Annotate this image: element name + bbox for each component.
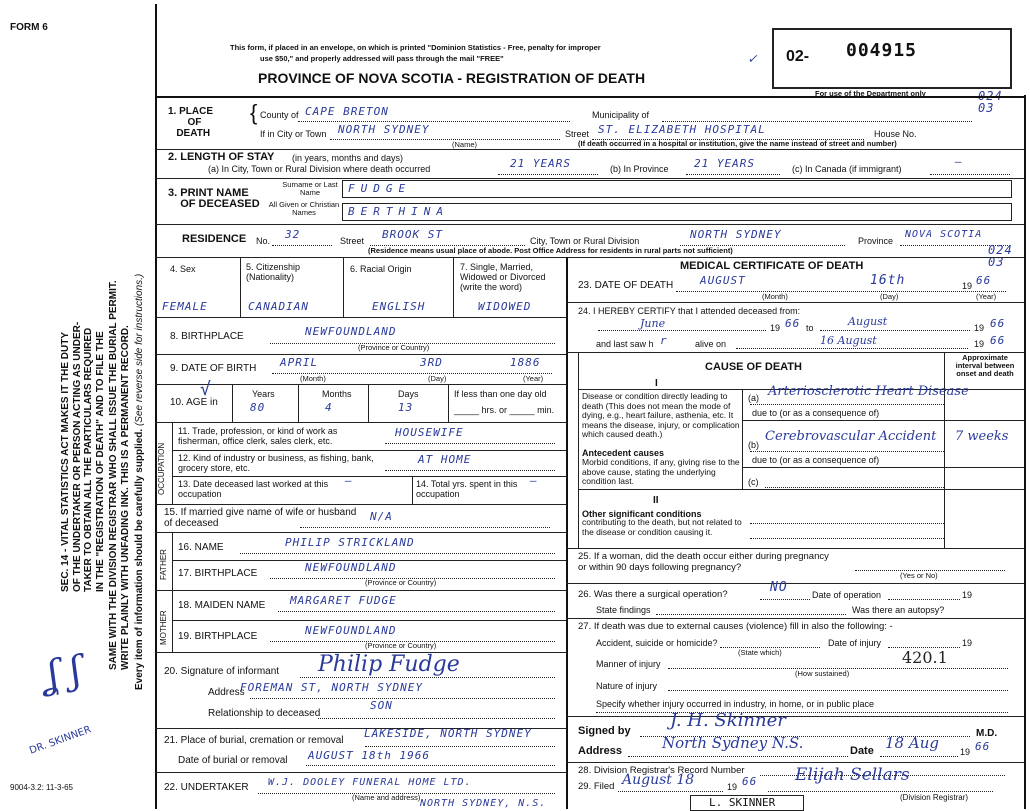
informant-signature: Philip Fudge <box>318 652 460 677</box>
col-divider <box>298 384 299 422</box>
sex-label: 4. Sex <box>170 264 196 274</box>
father-name-line <box>240 553 555 554</box>
dob-day: 3RD <box>420 356 443 369</box>
informant-address-line <box>250 698 555 699</box>
attend-to: August <box>848 315 888 328</box>
undertaker-value: W.J. DOOLEY FUNERAL HOME LTD. <box>268 777 472 788</box>
undertaker-sub: (Name and address) <box>352 793 421 802</box>
signed-label: Signed by <box>578 725 631 737</box>
row-divider <box>155 317 566 318</box>
record-label: 28. Division Registrar's Record Number <box>578 765 745 776</box>
sidebar-line: WRITE PLAINLY WITH UNFADING INK. THIS IS A PERMANENT RECORD. <box>119 325 131 670</box>
row-divider <box>566 716 1024 717</box>
sidebar-line: IN THE "REGISTRATION OF DEATH" AND TO FILE THE <box>94 331 106 592</box>
mother-side-label: MOTHER <box>159 610 168 645</box>
notice-line1: This form, if placed in an envelope, on which is printed "Dominion Statistics - Free, penalty for improper <box>230 43 601 52</box>
med-date-value: 18 Aug <box>885 734 939 752</box>
dod-label: 23. DATE OF DEATH <box>578 280 674 291</box>
residence-street-value: BROOK ST <box>382 228 443 241</box>
op-date-line <box>888 599 960 600</box>
how-sustained: (How sustained) <box>795 669 850 678</box>
father-side-label: FATHER <box>159 549 168 580</box>
row-divider <box>566 548 1024 549</box>
trade-value: HOUSEWIFE <box>395 426 464 439</box>
reg-prefix: 02- <box>786 48 810 65</box>
given-value: BERTHINA <box>348 205 449 218</box>
row-divider <box>172 450 566 451</box>
med-address-value: North Sydney N.S. <box>662 734 804 752</box>
interval-b: 7 weeks <box>955 429 1009 444</box>
stay-a-value: 21 YEARS <box>510 157 571 170</box>
op-date-label: Date of operation <box>812 590 882 600</box>
burial-date-value: AUGUST 18th 1966 <box>308 749 430 762</box>
stay-a-line <box>498 174 598 175</box>
stay-c-label: (c) In Canada (if immigrant) <box>792 164 902 174</box>
residence-note: (Residence means usual place of abode. Post Office Address for residents in rural parts not sufficient) <box>368 246 733 255</box>
row-divider <box>172 476 566 477</box>
industry-label: 12. Kind of industry or business, as fishing, bank, grocery store, etc. <box>178 453 374 473</box>
dod-month-sub: (Month) <box>762 292 788 301</box>
occupation-side <box>172 422 173 504</box>
dod-day-sub: (Day) <box>880 292 899 301</box>
center-divider <box>566 257 568 809</box>
stay-c-line <box>930 174 1010 175</box>
alive-on: 16 August <box>820 334 877 347</box>
years-value: 80 <box>250 401 266 414</box>
last-dash: — <box>345 474 353 487</box>
stay-label: 2. LENGTH OF STAY <box>168 151 275 163</box>
less-label: If less than one day old <box>454 389 547 399</box>
attend-from-year-prefix: 19 <box>770 323 781 333</box>
form-code: 9004-3.2: 11-3-65 <box>10 783 74 792</box>
dod-year-sub: (Year) <box>976 292 997 301</box>
antecedent-desc: Morbid conditions, if any, giving rise to the above cause, stating the underlying condition last. <box>582 457 740 486</box>
row-divider <box>566 618 1024 619</box>
to-label: to <box>806 323 814 333</box>
cause-a: Arteriosclerotic Heart Disease <box>768 384 969 399</box>
industry-line <box>385 470 555 471</box>
registrar-stamp-text: L. SKINNER <box>709 796 776 809</box>
attend-to-line <box>820 330 970 331</box>
row-divider <box>155 178 1024 179</box>
op-year-prefix: 19 <box>962 590 973 600</box>
row-divider <box>155 772 566 773</box>
form-title: PROVINCE OF NOVA SCOTIA - REGISTRATION OF DEATH <box>258 70 646 86</box>
row-divider <box>578 489 1024 490</box>
other-line <box>750 538 944 539</box>
surgery-value: NO <box>770 580 788 595</box>
dept-codes-top: 024 03 <box>978 89 1003 115</box>
manner-label: Manner of injury <box>596 659 661 669</box>
residence-codes: 024 03 <box>988 243 1013 269</box>
due-to-b: due to (or as a consequence of) <box>752 455 880 465</box>
row-divider <box>155 384 566 385</box>
cause-b-line <box>750 451 944 452</box>
direct-label: Disease or condition directly leading to death (This does not mean the mode of dying, e.g., heart failure, asthenia, etc. It means the disease, injury, or complication which caused death.) <box>582 391 740 439</box>
stay-unit: (in years, months and days) <box>292 153 404 163</box>
citizenship-label: 5. Citizenship (Nationality) <box>246 262 301 282</box>
col-divider <box>412 476 413 504</box>
residence-province-label: Province <box>858 236 894 246</box>
cause-header: CAUSE OF DEATH <box>705 361 802 373</box>
mother-maiden-label: 18. MAIDEN NAME <box>178 600 266 611</box>
surgery-label: 26. Was there a surgical operation? <box>578 589 728 600</box>
other-label: Other significant conditions <box>582 509 702 519</box>
marital-label: 7. Single, Married, Widowed or Divorced (write the word) <box>460 262 546 292</box>
margin-initials: ʆ ʃ <box>42 647 85 697</box>
municipality-label: Municipality of <box>592 110 650 120</box>
mother-side <box>172 590 173 652</box>
dod-year: 66 <box>976 274 992 287</box>
industry-value: AT HOME <box>418 453 472 466</box>
spouse-value: N/A <box>370 510 393 523</box>
residence-no-value: 32 <box>285 228 301 241</box>
attend-label: 24. I HEREBY CERTIFY that I attended deceased from: <box>578 306 801 316</box>
burial-place-label: 21. Place of burial, cremation or removal <box>164 735 344 746</box>
signed-value: J. H. Skinner <box>670 710 786 731</box>
alive-year-prefix: 19 <box>974 339 985 349</box>
col-divider <box>240 257 241 317</box>
row-divider <box>566 583 1024 584</box>
residence-label: RESIDENCE <box>182 233 247 245</box>
row-divider <box>742 467 1024 468</box>
roman-1: I <box>655 378 658 389</box>
form-left-border <box>155 4 157 809</box>
informant-address-label: Address <box>208 687 245 698</box>
occupation-side-label: OCCUPATION <box>157 442 166 495</box>
undertaker-address: NORTH SYDNEY, N.S. <box>420 798 547 809</box>
roman-2: II <box>653 495 659 506</box>
surname-box <box>342 180 1012 198</box>
state-which: (State which) <box>738 648 782 657</box>
surname-label: Surname or Last Name <box>282 180 338 197</box>
dod-line <box>676 291 1006 292</box>
med-date-line <box>880 756 958 757</box>
citizenship-value: CANADIAN <box>248 300 309 313</box>
days-value: 13 <box>398 401 414 414</box>
total-dash: — <box>530 474 538 487</box>
birthplace-label: 8. BIRTHPLACE <box>170 331 244 342</box>
hrs-label: _____ hrs. or _____ min. <box>454 405 555 415</box>
dod-day: 16th <box>870 273 906 288</box>
cause-col-divider <box>578 352 579 548</box>
sidebar-line: SAME WITH THE DIVISION REGISTRAR WHO SHALL ISSUE THE BURIAL PERMIT. <box>108 280 119 670</box>
residence-no-line <box>272 245 332 246</box>
alive-year: 66 <box>990 334 1006 347</box>
attend-from-line <box>598 330 766 331</box>
stay-b-value: 21 YEARS <box>694 157 755 170</box>
row-divider <box>155 504 566 505</box>
birthplace-value: NEWFOUNDLAND <box>305 325 397 338</box>
other-line <box>750 523 944 524</box>
specify-line <box>596 712 1008 713</box>
injury-date-label: Date of injury <box>828 638 882 648</box>
alive-label: alive on <box>695 339 727 349</box>
house-label: House No. <box>874 129 917 139</box>
sidebar-line: (See reverse side for instructions.) <box>134 273 145 427</box>
specify-label: Specify whether injury occurred in industry, in home, or in public place <box>596 699 874 709</box>
external-label: 27. If death was due to external causes (violence) fill in also the following: - <box>578 621 893 632</box>
name-label: 3. PRINT NAME OF DECEASED <box>168 187 260 210</box>
dob-year: 1886 <box>510 356 541 369</box>
informant-sig-label: 20. Signature of informant <box>164 666 280 677</box>
form-right-border <box>1024 95 1026 809</box>
row-divider <box>155 149 1024 150</box>
alive-line <box>736 348 968 349</box>
filed-year-prefix: 19 <box>727 782 738 792</box>
sex-value: FEMALE <box>162 300 208 313</box>
notice-line2: use $50," and properly addressed will pass through the mail "FREE" <box>260 54 504 63</box>
nature-label: Nature of injury <box>596 681 658 691</box>
birthplace-sub: (Province or Country) <box>358 343 430 352</box>
filed-year: 66 <box>742 775 758 788</box>
med-date-label: Date <box>850 745 874 757</box>
informant-rel-label: Relationship to deceased <box>208 708 321 719</box>
municipality-line <box>662 121 972 122</box>
sidebar-instructions <box>60 322 106 592</box>
dept-use: For use of the Department only <box>815 89 926 98</box>
row-divider <box>566 302 1024 303</box>
street-value: ST. ELIZABETH HOSPITAL <box>598 123 766 136</box>
sidebar-line: OF THE UNDERTAKER OR PERSON ACTING AS UNDER- <box>71 321 83 592</box>
row-divider <box>172 620 566 621</box>
months-value: 4 <box>325 401 333 414</box>
trade-line <box>385 443 555 444</box>
given-label: All Given or Christian Names <box>268 200 340 217</box>
residence-province-value: NOVA SCOTIA <box>905 229 983 240</box>
attend-from: June <box>640 317 666 330</box>
marital-value: WIDOWED <box>478 300 532 313</box>
residence-street-label: Street <box>340 236 365 246</box>
filed-line <box>618 791 723 792</box>
findings-line <box>656 614 846 615</box>
dob-month-sub: (Month) <box>300 374 326 383</box>
city-sub: (Name) <box>452 140 478 149</box>
mother-bp-sub: (Province or Country) <box>365 641 437 650</box>
years-label: Years <box>252 389 275 399</box>
med-year-prefix: 19 <box>960 747 971 757</box>
dob-month: APRIL <box>280 356 319 369</box>
county-line <box>298 121 570 122</box>
med-address-label: Address <box>578 745 623 757</box>
father-bp-sub: (Province or Country) <box>365 578 437 587</box>
registrar-sub: (Division Registrar) <box>900 793 969 802</box>
reg-number-box <box>772 28 1012 89</box>
dob-year-sub: (Year) <box>523 374 544 383</box>
cause-c-prefix: (c) <box>748 477 759 487</box>
spouse-line <box>300 527 550 528</box>
brace: { <box>250 100 258 125</box>
col-divider <box>343 257 344 317</box>
informant-address-value: FOREMAN ST, NORTH SYDNEY <box>240 681 423 694</box>
city-label: If in City or Town <box>260 129 327 139</box>
row-divider <box>155 532 566 533</box>
street-label: Street <box>565 129 590 139</box>
father-name-label: 16. NAME <box>178 542 224 553</box>
stay-c-value: — <box>955 155 963 168</box>
med-date-year: 66 <box>975 740 991 753</box>
age-label: 10. AGE in <box>170 397 218 408</box>
medical-header: MEDICAL CERTIFICATE OF DEATH <box>680 260 864 272</box>
row-divider <box>155 224 1024 225</box>
city-value: NORTH SYDNEY <box>338 123 430 136</box>
trade-label: 11. Trade, profession, or kind of work as fisherman, office clerk, sales clerk, etc. <box>178 426 338 446</box>
col-divider <box>453 257 454 317</box>
dod-month: AUGUST <box>700 274 746 287</box>
mother-maiden-line <box>278 611 555 612</box>
cause-b-prefix: (b) <box>748 440 759 450</box>
min-text: min. <box>537 405 555 415</box>
father-bp-value: NEWFOUNDLAND <box>305 561 397 574</box>
undertaker-label: 22. UNDERTAKER <box>164 782 249 793</box>
row-divider <box>155 257 1024 258</box>
racial-label: 6. Racial Origin <box>350 264 412 274</box>
stay-b-label: (b) In Province <box>610 164 669 174</box>
informant-rel-line <box>318 718 555 719</box>
autopsy-label: Was there an autopsy? <box>852 605 945 615</box>
cause-b: Cerebrovascular Accident <box>765 429 937 444</box>
state-findings: State findings <box>596 605 651 615</box>
check-mark: ✓ <box>748 51 758 67</box>
due-to-a: due to (or as a consequence of) <box>752 408 880 418</box>
days-label: Days <box>398 389 419 399</box>
months-label: Months <box>322 389 352 399</box>
informant-rel-value: SON <box>370 699 393 712</box>
pregnancy-label: 25. If a woman, did the death occur either during pregnancy or within 90 days following pregnancy? <box>578 551 829 573</box>
nature-line <box>668 690 1008 691</box>
last-seen-suffix: r <box>660 334 668 347</box>
attend-from-year: 66 <box>785 317 801 330</box>
med-address-line <box>628 756 848 757</box>
burial-date-line <box>306 765 555 766</box>
total-label: 14. Total yrs. spent in this occupation <box>416 479 518 499</box>
residence-city-value: NORTH SYDNEY <box>690 228 782 241</box>
racial-value: ENGLISH <box>372 300 426 313</box>
row-divider <box>155 590 566 591</box>
stay-b-line <box>686 174 780 175</box>
city-line <box>330 139 560 140</box>
last-seen-label: and last saw h <box>596 339 654 349</box>
burial-place-value: LAKESIDE, NORTH SYDNEY <box>364 727 532 740</box>
stay-a-label: (a) In City, Town or Rural Division where death occurred <box>208 164 431 174</box>
row-divider <box>566 352 1024 353</box>
yes-no-sub: (Yes or No) <box>900 571 938 580</box>
attend-to-year: 66 <box>990 317 1006 330</box>
county-value: CAPE BRETON <box>305 105 389 118</box>
father-side <box>172 532 173 590</box>
dob-label: 9. DATE OF BIRTH <box>170 363 257 374</box>
other-desc: contributing to the death, but not related to the disease or condition causing it. <box>582 517 742 537</box>
county-label: County of <box>260 110 299 120</box>
form-id: FORM 6 <box>10 22 48 33</box>
header-divider <box>155 96 1024 98</box>
surname-value: FUDGE <box>348 182 412 195</box>
sidebar-instructions-2 <box>108 280 131 670</box>
father-name-value: PHILIP STRICKLAND <box>285 536 415 549</box>
cause-inner-divider <box>742 389 743 489</box>
spouse-label: 15. If married give name of wife or husband of deceased <box>164 507 357 529</box>
reg-number: 004915 <box>846 40 918 61</box>
sidebar-line: SEC. 14 - VITAL STATISTICS ACT MAKES IT THE DUTY <box>60 331 71 592</box>
md-label: M.D. <box>976 728 998 739</box>
sidebar-line: TAKER TO OBTAIN ALL THE PARTICULARS REQUIRED <box>83 327 94 592</box>
surgery-line <box>760 599 810 600</box>
mother-bp-value: NEWFOUNDLAND <box>305 624 397 637</box>
interval-header: Approximate interval between onset and death <box>955 353 1015 378</box>
row-divider <box>155 354 566 355</box>
residence-city-label: City, Town or Rural Division <box>530 236 640 246</box>
place-label: 1. PLACE OF DEATH <box>168 106 214 139</box>
registrar-signature: Elijah Sellars <box>795 765 910 785</box>
col-divider <box>368 384 369 422</box>
antecedent-label: Antecedent causes <box>582 448 665 458</box>
mother-bp-label: 19. BIRTHPLACE <box>178 631 258 642</box>
registrar-line <box>768 791 993 792</box>
cause-a-prefix: (a) <box>748 393 759 403</box>
row-divider <box>155 422 566 423</box>
sidebar-line: Every item of information should be carefully supplied. <box>134 428 145 690</box>
burial-place-line <box>365 746 555 747</box>
filed-value: August 18 <box>622 772 695 788</box>
dob-day-sub: (Day) <box>428 374 447 383</box>
residence-no-label: No. <box>256 236 271 246</box>
col-divider <box>448 384 449 422</box>
registrar-stamp <box>690 795 804 811</box>
row-divider <box>742 420 1024 421</box>
row-divider <box>566 762 1024 763</box>
margin-note: DR. SKINNER <box>28 724 93 757</box>
cause-col-divider <box>944 352 945 548</box>
informant-sig-line <box>300 677 555 678</box>
last-worked-label: 13. Date deceased last worked at this occupation <box>178 479 329 499</box>
cause-c-line <box>765 487 944 488</box>
code-value: 420.1 <box>902 648 948 667</box>
filed-label: 29. Filed <box>578 781 615 792</box>
hrs-text: hrs. or <box>481 405 508 415</box>
col-divider <box>232 384 233 422</box>
age-check: √ <box>200 379 212 400</box>
place-note: (If death occurred in a hospital or institution, give the name instead of street and number) <box>578 139 897 148</box>
mother-maiden-value: MARGARET FUDGE <box>290 594 397 607</box>
burial-date-label: Date of burial or removal <box>178 755 288 766</box>
injury-year-prefix: 19 <box>962 638 973 648</box>
sidebar-note <box>134 274 146 690</box>
attend-to-year-prefix: 19 <box>974 323 985 333</box>
accident-label: Accident, suicide or homicide? <box>596 638 718 648</box>
father-bp-label: 17. BIRTHPLACE <box>178 568 258 579</box>
dod-year-prefix: 19 <box>962 281 973 291</box>
cause-a-line <box>750 404 944 405</box>
